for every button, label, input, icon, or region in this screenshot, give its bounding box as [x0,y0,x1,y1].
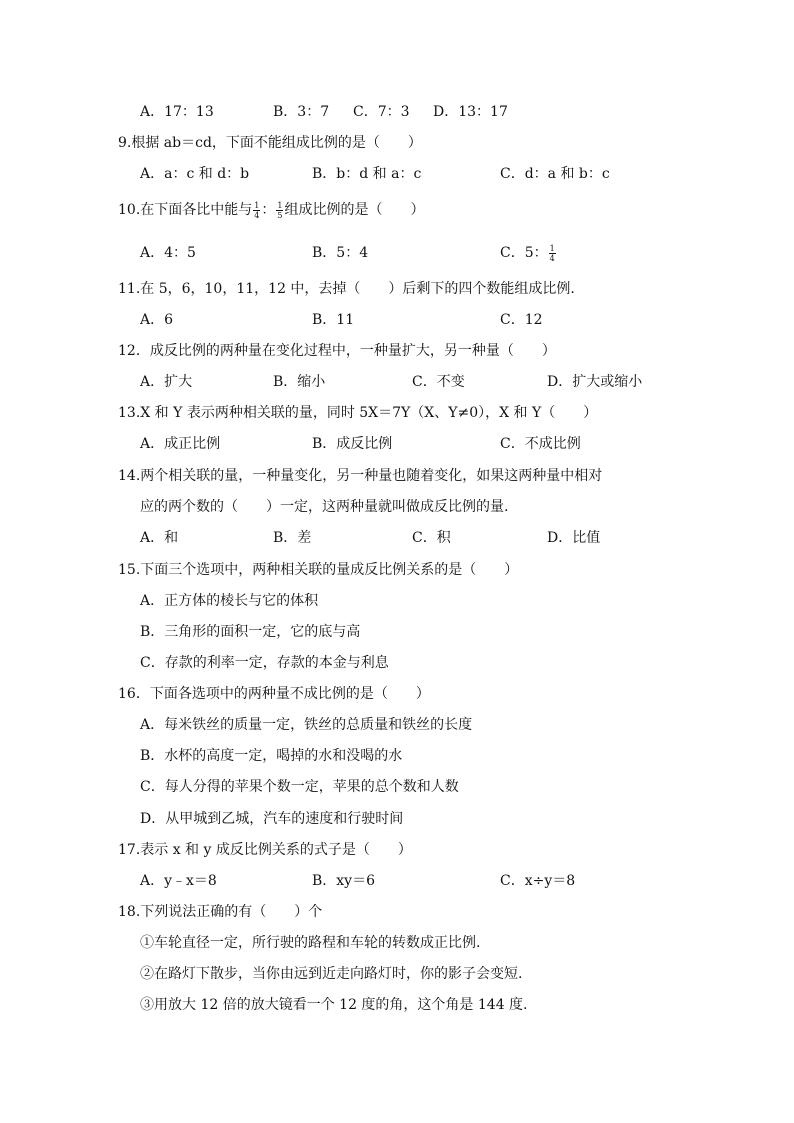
q12-option-c[interactable]: C．不变 [412,374,465,390]
q10-optc-denominator: 4 [549,253,555,263]
question-17-stem: 17.表示 x 和 y 成反比例关系的式子是（ ） [118,842,412,858]
q9-option-a[interactable]: A．a：c 和 d：b [140,166,250,182]
q10-frac1-denominator: 4 [254,210,260,220]
question-9-stem: 9.根据 ab＝cd，下面不能组成比例的是（ ） [118,135,422,151]
q8-option-b[interactable]: B．3：7 [273,104,330,120]
q9-option-c[interactable]: C．d：a 和 b：c [500,166,610,182]
q15-option-a[interactable]: A．正方体的棱长与它的体积 [140,593,319,609]
q18-statement-3: ③用放大 12 倍的放大镜看一个 12 度的角，这个角是 144 度. [140,997,528,1013]
q16-option-b[interactable]: B．水杯的高度一定，喝掉的水和没喝的水 [140,748,403,764]
q14-option-b[interactable]: B．差 [273,530,312,546]
q18-statement-2: ②在路灯下散步，当你由远到近走向路灯时，你的影子会变短. [140,966,523,982]
q10-stem-before: 10.在下面各比中能与 [118,202,253,218]
q10-option-c-label: C．5： [500,245,548,261]
q13-option-c[interactable]: C．不成比例 [500,436,581,452]
q10-colon: ： [261,202,276,218]
q17-option-b[interactable]: B．xy＝6 [312,873,375,889]
q13-option-b[interactable]: B．成反比例 [312,436,393,452]
q10-optc-numerator: 1 [549,243,555,253]
q17-option-a[interactable]: A．y﹣x＝8 [140,873,217,889]
q17-option-c[interactable]: C．x÷y＝8 [500,873,576,889]
q10-stem-after: 组成比例的是（ ） [284,202,425,218]
q11-option-a[interactable]: A．6 [140,312,174,328]
q10-fraction-2 [276,201,283,220]
q15-option-c[interactable]: C．存款的利率一定，存款的本金与利息 [140,655,389,671]
question-14-stem-line2: 应的两个数的（ ）一定，这两种量就叫做成反比例的量. [140,499,509,515]
q16-option-c[interactable]: C．每人分得的苹果个数一定，苹果的总个数和人数 [140,779,459,795]
q11-option-c[interactable]: C．12 [500,312,543,328]
question-11-stem: 11.在 5，6，10，11，12 中，去掉（ ）后剩下的四个数能组成比例. [118,281,575,297]
question-16-stem: 16．下面各选项中的两种量不成比例的是（ ） [118,686,430,702]
q14-option-a[interactable]: A．和 [140,530,179,546]
q10-frac1-numerator: 1 [254,200,260,210]
question-14-stem-line1: 14.两个相关联的量，一种量变化，另一种量也随着变化，如果这两种量中相对 [118,468,603,484]
q10-option-a[interactable]: A．4：5 [140,245,196,261]
q8-option-d[interactable]: D．13：17 [433,104,508,120]
question-18-stem: 18.下列说法正确的有（ ）个 [118,904,323,920]
q8-option-a[interactable]: A．17：13 [140,104,214,120]
q14-option-d[interactable]: D．比值 [547,530,601,546]
q14-option-c[interactable]: C．积 [412,530,451,546]
q9-option-b[interactable]: B．b：d 和 a：c [312,166,422,182]
q15-option-b[interactable]: B．三角形的面积一定，它的底与高 [140,624,361,640]
question-12-stem: 12．成反比例的两种量在变化过程中，一种量扩大，另一种量（ ） [118,343,556,359]
q18-statement-1: ①车轮直径一定，所行驶的路程和车轮的转数成正比例. [140,935,481,951]
q10-option-c[interactable] [500,243,557,263]
q12-option-b[interactable]: B．缩小 [273,374,326,390]
q10-frac2-denominator: 5 [277,210,283,220]
q10-frac2-numerator: 1 [277,200,283,210]
q10-option-b[interactable]: B．5：4 [312,245,369,261]
q13-option-a[interactable]: A．成正比例 [140,436,221,452]
q10-fraction-1 [253,201,260,220]
q12-option-d[interactable]: D．扩大或缩小 [547,374,643,390]
q11-option-b[interactable]: B．11 [312,312,355,328]
question-13-stem: 13.X 和 Y 表示两种相关联的量，同时 5X＝7Y（X、Y≠0），X 和 Y（ ） [118,405,598,421]
q12-option-a[interactable]: A．扩大 [140,374,193,390]
q10-option-c-fraction [549,244,556,263]
question-15-stem: 15.下面三个选项中，两种相关联的量成反比例关系的是（ ） [118,562,519,578]
question-10-stem [118,200,424,220]
q8-option-c[interactable]: C．7：3 [353,104,410,120]
q16-option-d[interactable]: D．从甲城到乙城，汽车的速度和行驶时间 [140,811,404,827]
q16-option-a[interactable]: A．每米铁丝的质量一定，铁丝的总质量和铁丝的长度 [140,717,473,733]
